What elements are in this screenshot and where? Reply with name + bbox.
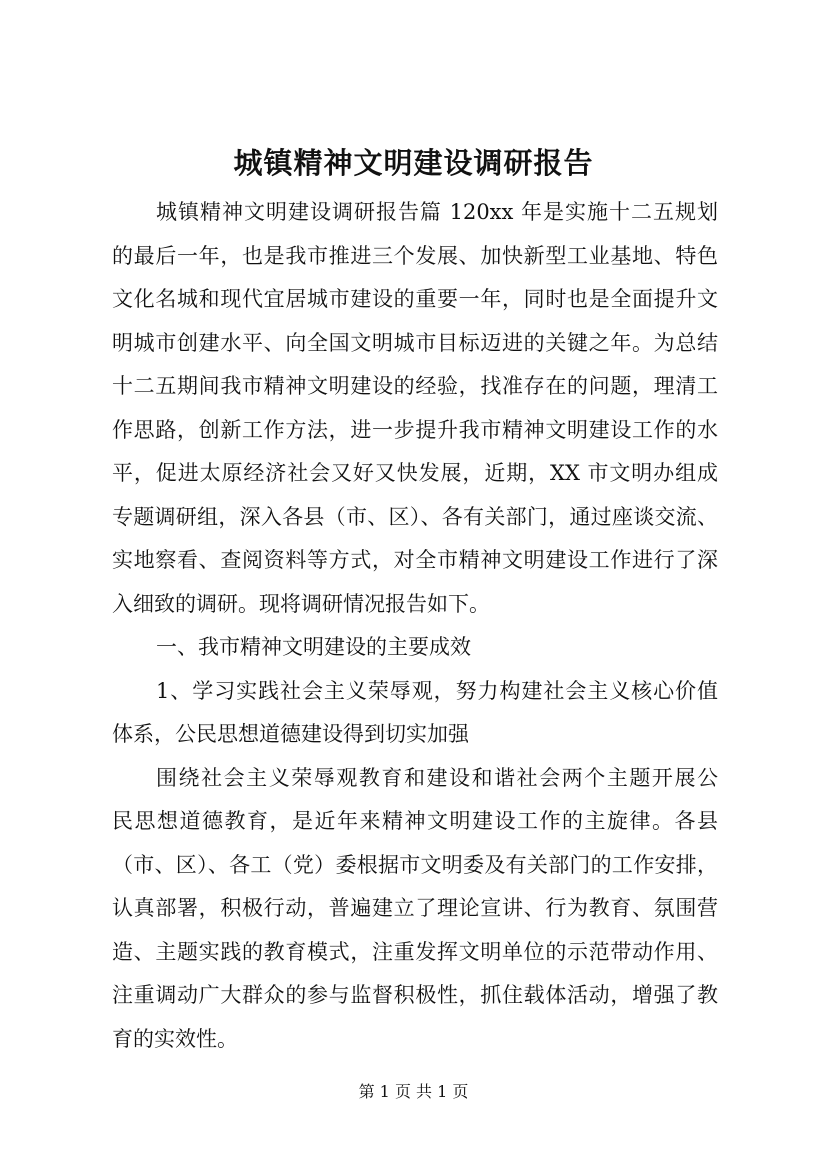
paragraph-line: 明城市创建水平、向全国文明城市目标迈进的关键之年。为总结 [112,330,718,355]
paragraph-line: 专题调研组，深入各县（市、区）、各有关部门，通过座谈交流、 [112,504,718,529]
paragraph-line: 城镇精神文明建设调研报告篇 120xx 年是实施十二五规划 [156,200,718,224]
paragraph-line: 围绕社会主义荣辱观教育和建设和谐社会两个主题开展公 [156,765,718,790]
paragraph-line: 民思想道德教育，是近年来精神文明建设工作的主旋律。各县 [112,809,718,833]
paragraph-line: 育的实效性。 [112,1026,238,1051]
paragraph-line: 认真部署，积极行动，普遍建立了理论宣讲、行为教育、氛围营 [112,896,718,920]
subsection-heading: 体系，公民思想道德建设得到切实加强 [112,722,469,746]
subsection-heading: 1、学习实践社会主义荣辱观，努力构建社会主义核心价值 [156,678,718,703]
paragraph-line: 实地察看、查阅资料等方式，对全市精神文明建设工作进行了深 [112,548,718,572]
page-number: 第 1 页 共 1 页 [358,1082,469,1101]
paragraph-line: （市、区）、各工（党）委根据市文明委及有关部门的工作安排， [112,852,718,877]
document-body [112,191,718,1061]
paragraph-line: 十二五期间我市精神文明建设的经验，找准存在的问题，理清工 [112,374,718,398]
paragraph-line: 的最后一年，也是我市推进三个发展、加快新型工业基地、特色 [112,243,718,268]
paragraph-line: 作思路，创新工作方法，进一步提升我市精神文明建设工作的水 [112,417,718,442]
section-heading: 一、我市精神文明建设的主要成效 [156,635,471,659]
paragraph-line: 造、主题实践的教育模式，注重发挥文明单位的示范带动作用、 [112,939,718,964]
paragraph-line: 入细致的调研。现将调研情况报告如下。 [112,591,490,616]
paragraph-line: 平，促进太原经济社会又好又快发展，近期，XX 市文明办组成 [112,461,718,485]
paragraph-line: 文化名城和现代宜居城市建设的重要一年，同时也是全面提升文 [112,287,718,311]
document-title: 城镇精神文明建设调研报告 [233,146,594,180]
paragraph-line: 注重调动广大群众的参与监督积极性，抓住载体活动，增强了教 [112,983,718,1007]
